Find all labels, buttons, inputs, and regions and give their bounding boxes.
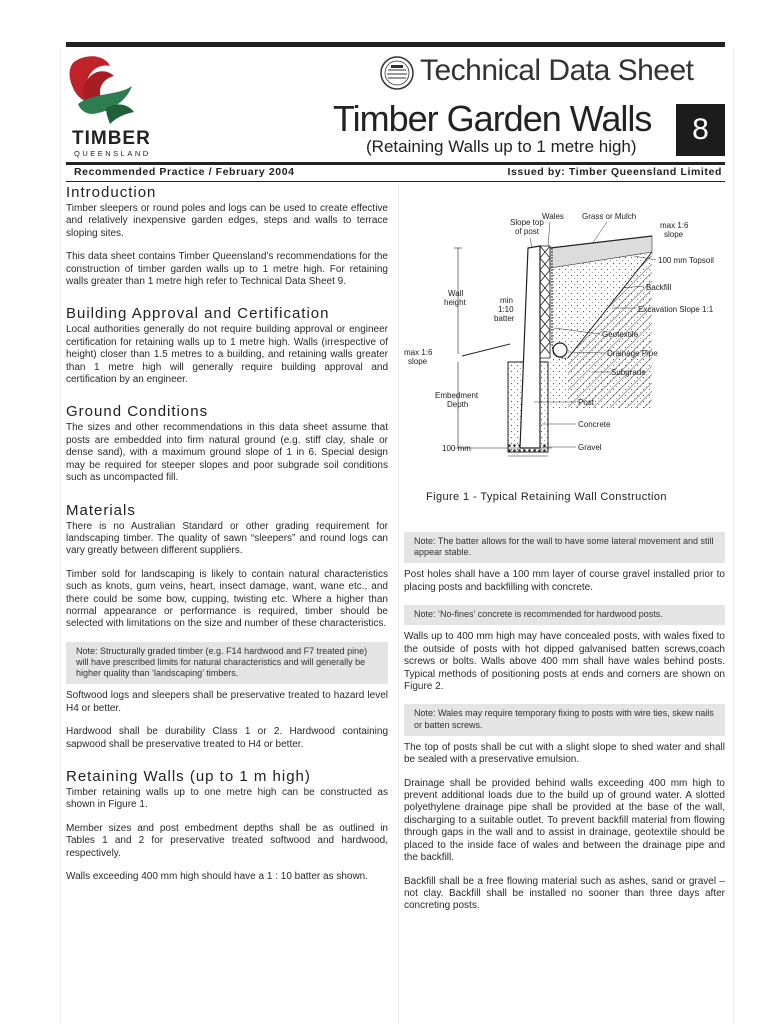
- figure-caption: Figure 1 - Typical Retaining Wall Construction: [426, 491, 667, 503]
- materials-paragraph-3: Softwood logs and sleepers shall be preservative treated to hazard level H4 or better.: [66, 690, 388, 714]
- label-slope-top: Slope top: [510, 218, 544, 227]
- ground-heading: Ground Conditions: [66, 403, 209, 421]
- note-batter: Note: The batter allows for the wall to have some lateral movement and still appear stable.: [404, 532, 725, 563]
- materials-paragraph-4: Hardwood shall be durability Class 1 or 2. Hardwood containing sapwood shall be preservative treated to H4 or better.: [66, 726, 388, 750]
- label-embedment: Embedment: [435, 391, 479, 400]
- materials-note: Note: Structurally graded timber (e.g. F14 hardwood and F7 treated pine) will have prescribed limits for natural characteristics and will generally be higher quality than ‘landscaping’ timbers.: [66, 642, 388, 685]
- right-column: [404, 532, 725, 924]
- retaining-paragraph-1: Timber retaining walls up to one metre high can be constructed as shown in Figure 1.: [66, 786, 388, 811]
- label-topsoil: 100 mm Topsoil: [658, 256, 714, 265]
- paragraph-walls400: Walls up to 400 mm high may have concealed posts, with wales fixed to the outside of posts with hot dipped galvanised batten screws,coach screws or bolts. Walls above 400 mm shall have wales behind posts. Typical methods of positioning posts at ends and corners are shown on Figure 2.: [404, 631, 725, 693]
- label-height: height: [444, 298, 466, 307]
- logo-subtext: QUEENSLAND: [74, 149, 151, 158]
- paragraph-top: The top of posts shall be cut with a slight slope to shed water and shall be sealed with a preservative emulsion.: [404, 741, 725, 766]
- label-wales: Wales: [542, 212, 564, 221]
- page-right-edge: [733, 48, 734, 1024]
- top-rule: [66, 42, 725, 47]
- label-wall: Wall: [448, 289, 464, 298]
- ground-paragraph: The sizes and other recommendations in this data sheet assume that posts are embedded into firm natural ground (e.g. stiff clay, shale or dense sand), with a maximum ground slope of 1 in 6. Special design may be required for steeper slopes and poor subgrade soil conditions such as uncompacted fill.: [66, 422, 388, 484]
- label-slope-a: slope: [664, 230, 684, 239]
- post-shape: [520, 246, 540, 448]
- label-slope-b: slope: [408, 357, 428, 366]
- paragraph-backfill: Backfill shall be a free flowing material such as ashes, sand or gravel – not clay. Backfill shall be installed no sooner than three days after concreting posts.: [404, 875, 725, 912]
- sheet-number: 8: [692, 113, 709, 146]
- materials-paragraph-1: There is no Australian Standard or other grading requirement for landscaping timber. The quality of sawn “sleepers” and round logs can vary greatly between different suppliers.: [66, 520, 388, 557]
- retaining-wall-diagram: [402, 208, 732, 458]
- retaining-heading: Retaining Walls (up to 1 m high): [66, 767, 311, 785]
- paragraph-drainage: Drainage shall be provided behind walls exceeding 400 mm high to prevent additional loads due to the build up of ground water. A slotted polyethylene drainage pipe shall be provided at the base of the wall, discharging to a suitable outlet. To prevent backfill material from flowing through gaps in the wall and to assist in drainage, geotextile should be placed to the inside face of wales and between the drainage pipe and the backfill.: [404, 777, 725, 864]
- header-rule: [66, 162, 725, 165]
- label-gravel: Gravel: [578, 443, 602, 452]
- label-drainage: Drainage Pipe: [607, 349, 658, 358]
- intro-paragraph-2: This data sheet contains Timber Queensland’s recommendations for the construction of timber garden walls up to 1 metre high. For retaining walls greater than 1 metre high refer to Technical Data Sheet 9.: [66, 251, 388, 288]
- timber-queensland-logo: [66, 52, 156, 162]
- label-geotextile: Geotextile: [602, 330, 639, 339]
- label-excavation: Excavation Slope 1:1: [638, 305, 714, 314]
- column-divider: [398, 184, 399, 1024]
- intro-paragraph-1: Timber sleepers or round poles and logs can be used to create effective and relatively inexpensive garden edges, steps and walls to terrace sloping sites.: [66, 203, 388, 239]
- label-subgrade: Subgrade: [611, 368, 646, 377]
- label-post: Post: [578, 398, 595, 407]
- note-nofines: Note: ‘No-fines’ concrete is recommended for hardwood posts.: [404, 605, 725, 625]
- label-max16-b: max 1:6: [404, 348, 433, 357]
- subheader-rule: [66, 181, 725, 182]
- page-title: Timber Garden Walls: [333, 98, 652, 139]
- label-of-post: of post: [515, 227, 540, 236]
- sheet-number-badge: [676, 104, 725, 156]
- materials-paragraph-2: Timber sold for landscaping is likely to contain natural characteristics such as knots, gum veins, heart, insect damage, want, wane etc., and there could be some bow, cupping, twisting etc. Where a higher than normal appearance or performance is required, timber should be selected with limitations on the size and number of these characteristics.: [66, 568, 388, 630]
- paragraph-postholes: Post holes shall have a 100 mm layer of course gravel installed prior to placing posts and backfilling with concrete.: [404, 569, 725, 593]
- label-concrete: Concrete: [578, 420, 611, 429]
- retaining-paragraph-3: Walls exceeding 400 mm high should have a 1 : 10 batter as shown.: [66, 871, 369, 883]
- intro-heading: Introduction: [66, 184, 157, 201]
- issued-by: Issued by: Timber Queensland Limited: [507, 166, 722, 178]
- label-batter: batter: [494, 314, 515, 323]
- label-100mm: 100 mm: [442, 444, 471, 453]
- building-paragraph: Local authorities generally do not require building approval or engineer certification for retaining walls up to 1 metre high. Walls (irrespective of height) closer than 1.5 metres to a building, and retaining walls greater than 1 metre high will generally require building approval and certification by an engineer.: [66, 324, 388, 386]
- building-heading: Building Approval and Certification: [66, 305, 330, 323]
- note-wales: Note: Wales may require temporary fixing to posts with wire ties, skew nails or batten screws.: [404, 704, 725, 735]
- page-left-edge: [60, 48, 61, 1024]
- page-subtitle: (Retaining Walls up to 1 metre high): [366, 137, 637, 156]
- document-type: Technical Data Sheet: [420, 54, 694, 87]
- left-column: [66, 184, 388, 894]
- label-min: min: [500, 296, 513, 305]
- label-backfill: Backfill: [646, 283, 672, 292]
- label-max16-a: max 1:6: [660, 221, 689, 230]
- label-batter-ratio: 1:10: [498, 305, 514, 314]
- wales: [540, 246, 550, 358]
- label-grass: Grass or Mulch: [582, 212, 637, 221]
- timber-seal-icon: [380, 56, 414, 90]
- retaining-paragraph-2: Member sizes and post embedment depths shall be as outlined in Tables 1 and 2 for preservative treated softwood and hardwood, respectively.: [66, 822, 388, 859]
- label-depth: Depth: [447, 400, 469, 409]
- drainage-pipe-shape: [553, 343, 567, 357]
- materials-heading: Materials: [66, 501, 136, 519]
- recommended-practice: Recommended Practice / February 2004: [74, 166, 295, 178]
- logo-text: TIMBER: [72, 128, 151, 149]
